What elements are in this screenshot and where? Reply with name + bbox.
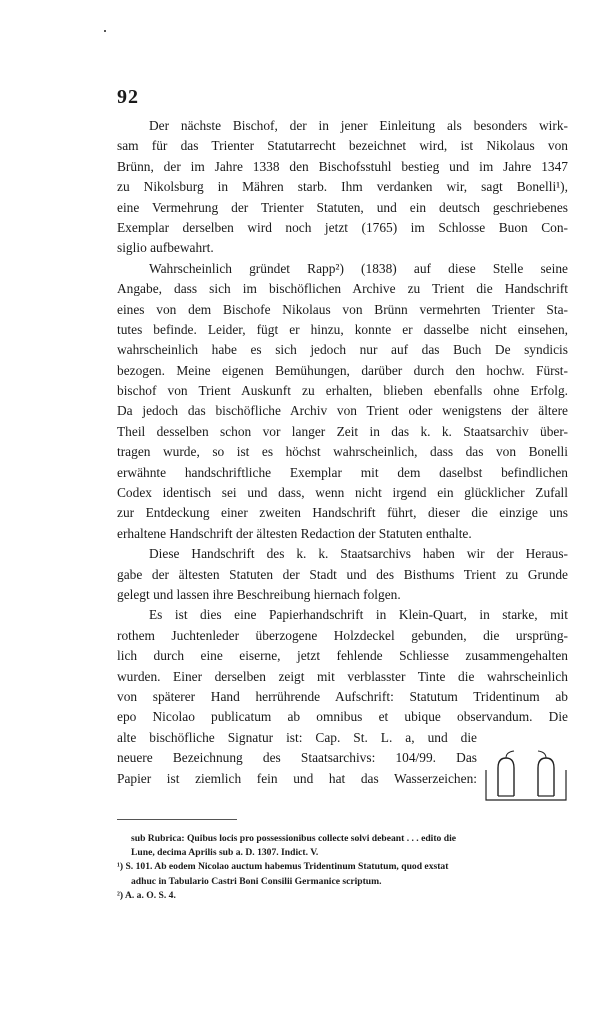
text-line: alte bischöfliche Signatur ist: Cap. St. L. a, und die (117, 729, 477, 745)
body-text (117, 116, 568, 789)
stray-mark (104, 30, 106, 32)
text-line: von späterer Hand herrührende Aufschrift: Statutum Tridentinum ab (117, 688, 568, 704)
text-line: epo Nicolao publicatum ab omnibus et ubique observandum. Die (117, 709, 568, 725)
footnote-line: ¹) S. 101. Ab eodem Nicolao auctum habemus Tridentinum Statutum, quod exstat (117, 861, 449, 873)
text-line: erwähnte handschriftliche Exemplar mit dem daselbst befindlichen (117, 464, 568, 480)
text-line: Es ist dies eine Papierhandschrift in Klein-Quart, in starke, mit (149, 607, 568, 623)
text-line: wahrscheinlich habe es sich jedoch nur auf das Buch De syndicis (117, 342, 568, 358)
text-line: bischof von Trient Auskunft zu erhalten, blieben ebenfalls ohne Erfolg. (117, 383, 568, 399)
text-line: rothem Juchtenleder überzogene Holzdeckel gebunden, die ursprüng- (117, 627, 568, 643)
text-line: zu Nikolsburg in Mähren starb. Ihm verdanken wir, sagt Bonelli¹), (117, 179, 568, 195)
text-line: Angabe, dass sich im bischöflichen Archive zu Trient die Handschrift (117, 281, 568, 297)
footnote-line: ²) A. a. O. S. 4. (117, 889, 176, 901)
watermark-drawing-icon (484, 750, 568, 802)
footnotes (117, 832, 568, 903)
text-line: bezogen. Meine eigenen Bemühungen, darüber durch den hochw. Fürst- (117, 362, 568, 378)
footnote-rule (117, 819, 237, 820)
text-line: eines von dem Bischofe Nikolaus von Brünn vermehrten Trienter Sta- (117, 301, 568, 317)
text-line: Diese Handschrift des k. k. Staatsarchivs haben wir der Heraus- (149, 546, 568, 562)
footnote-line: sub Rubrica: Quibus locis pro possessionibus collecte solvi debeant . . . edito die (131, 833, 456, 844)
text-line: Codex identisch sei und dass, wenn nicht irgend ein glücklicher Zufall (117, 485, 568, 501)
footnote-line: adhuc in Tabulario Castri Boni Consilii Germanice scriptum. (131, 875, 382, 887)
footnote-line: Lune, decima Aprilis sub a. D. 1307. Indict. V. (131, 847, 319, 859)
text-line: Der nächste Bischof, der in jener Einleitung als besonders wirk- (149, 118, 568, 133)
text-line: Exemplar derselben wird noch jetzt (1765) im Schlosse Buon Con- (117, 219, 568, 235)
text-line: siglio aufbewahrt. (117, 240, 214, 256)
text-line: gelegt und lassen ihre Beschreibung hiernach folgen. (117, 586, 401, 602)
text-line: gabe der ältesten Statuten der Stadt und des Bisthums Trient zu Grunde (117, 566, 568, 582)
page-number: 92 (117, 86, 139, 108)
text-line: Papier ist ziemlich fein und hat das Wasserzeichen: (117, 770, 477, 786)
text-line: erhaltene Handschrift der ältesten Redaction der Statuten enthalte. (117, 525, 472, 541)
text-line: Brünn, der im Jahre 1338 den Bischofsstuhl bestieg und im Jahre 1347 (117, 158, 568, 174)
text-line: Wahrscheinlich gründet Rapp²) (1838) auf diese Stelle seine (149, 260, 568, 276)
text-line: sam für das Trienter Statutarrecht bezeichnet wird, ist Nikolaus von (117, 138, 568, 154)
text-line: lich durch eine eiserne, jetzt fehlende Schliesse zusammengehalten (117, 648, 568, 664)
text-line: tragen wurde, so ist es höchst wahrscheinlich, dass das von Bonelli (117, 444, 568, 460)
text-line: wurden. Einer derselben zeigt mit verblasster Tinte die wahrscheinlich (117, 668, 568, 684)
text-line: eine Vermehrung der Trienter Statuten, und ein deutsch geschriebenes (117, 199, 568, 215)
text-line: neuere Bezeichnung des Staatsarchivs: 104/99. Das (117, 750, 477, 766)
text-line: Theil desselben schon vor langer Zeit in das k. k. Staatsarchiv über- (117, 423, 568, 439)
text-line: Da jedoch das bischöfliche Archiv von Trient oder wenigstens der ältere (117, 403, 568, 419)
text-line: tutes befinde. Leider, fügt er hinzu, konnte er dasselbe nicht einsehen, (117, 321, 568, 337)
text-line: zur Entdeckung einer zweiten Handschrift führt, dieser die einzige uns (117, 505, 568, 521)
